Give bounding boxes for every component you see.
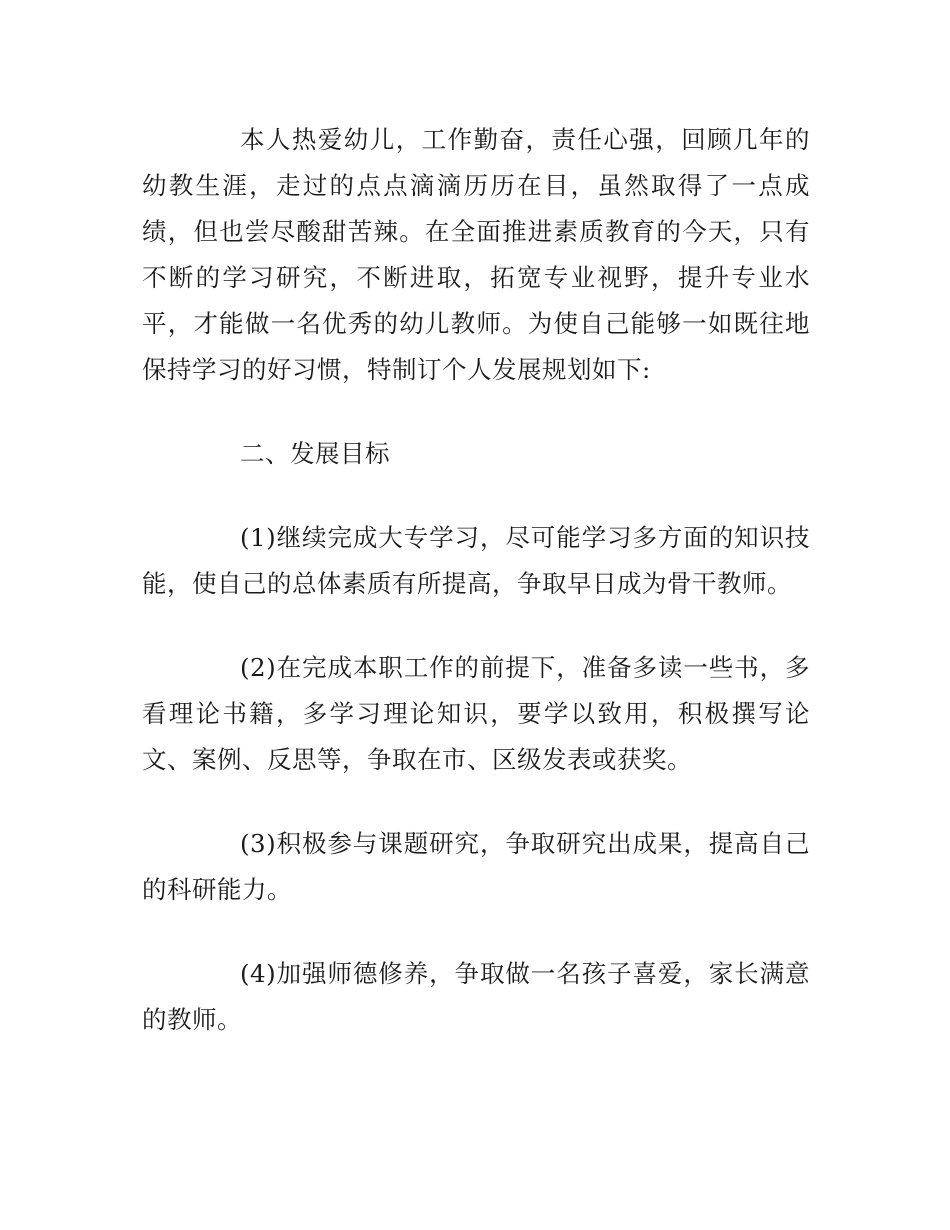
goal-item-4: (4)加强师德修养，争取做一名孩子喜爱，家长满意的教师。 [142, 959, 810, 1034]
document-body [142, 117, 810, 1043]
paragraph-gap [142, 607, 810, 645]
paragraph-gap [142, 477, 810, 515]
goal-item-2: (2)在完成本职工作的前提下，准备多读一些书，多看理论书籍，多学习理论知识，要学以致用，积极撰写论文、案例、反思等，争取在市、区级发表或获奖。 [142, 653, 810, 774]
paragraph-gap [142, 393, 810, 431]
section-heading-goals: 二、发展目标 [240, 439, 390, 468]
goal-item-3: (3)积极参与课题研究，争取研究出成果，提高自己的科研能力。 [142, 829, 810, 904]
goal-item-1: (1)继续完成大专学习，尽可能学习多方面的知识技能，使自己的总体素质有所提高，争取早日成为骨干教师。 [142, 523, 810, 598]
paragraph-gap [142, 783, 810, 821]
intro-paragraph: 本人热爱幼儿，工作勤奋，责任心强，回顾几年的幼教生涯，走过的点点滴滴历历在目，虽然取得了一点成绩，但也尝尽酸甜苦辣。在全面推进素质教育的今天，只有不断的学习研究，不断进取，拓宽专业视野，提升专业水平，才能做一名优秀的幼儿教师。为使自己能够一如既往地保持学习的好习惯，特制订个人发展规划如下: [142, 125, 810, 384]
paragraph-gap [142, 913, 810, 951]
